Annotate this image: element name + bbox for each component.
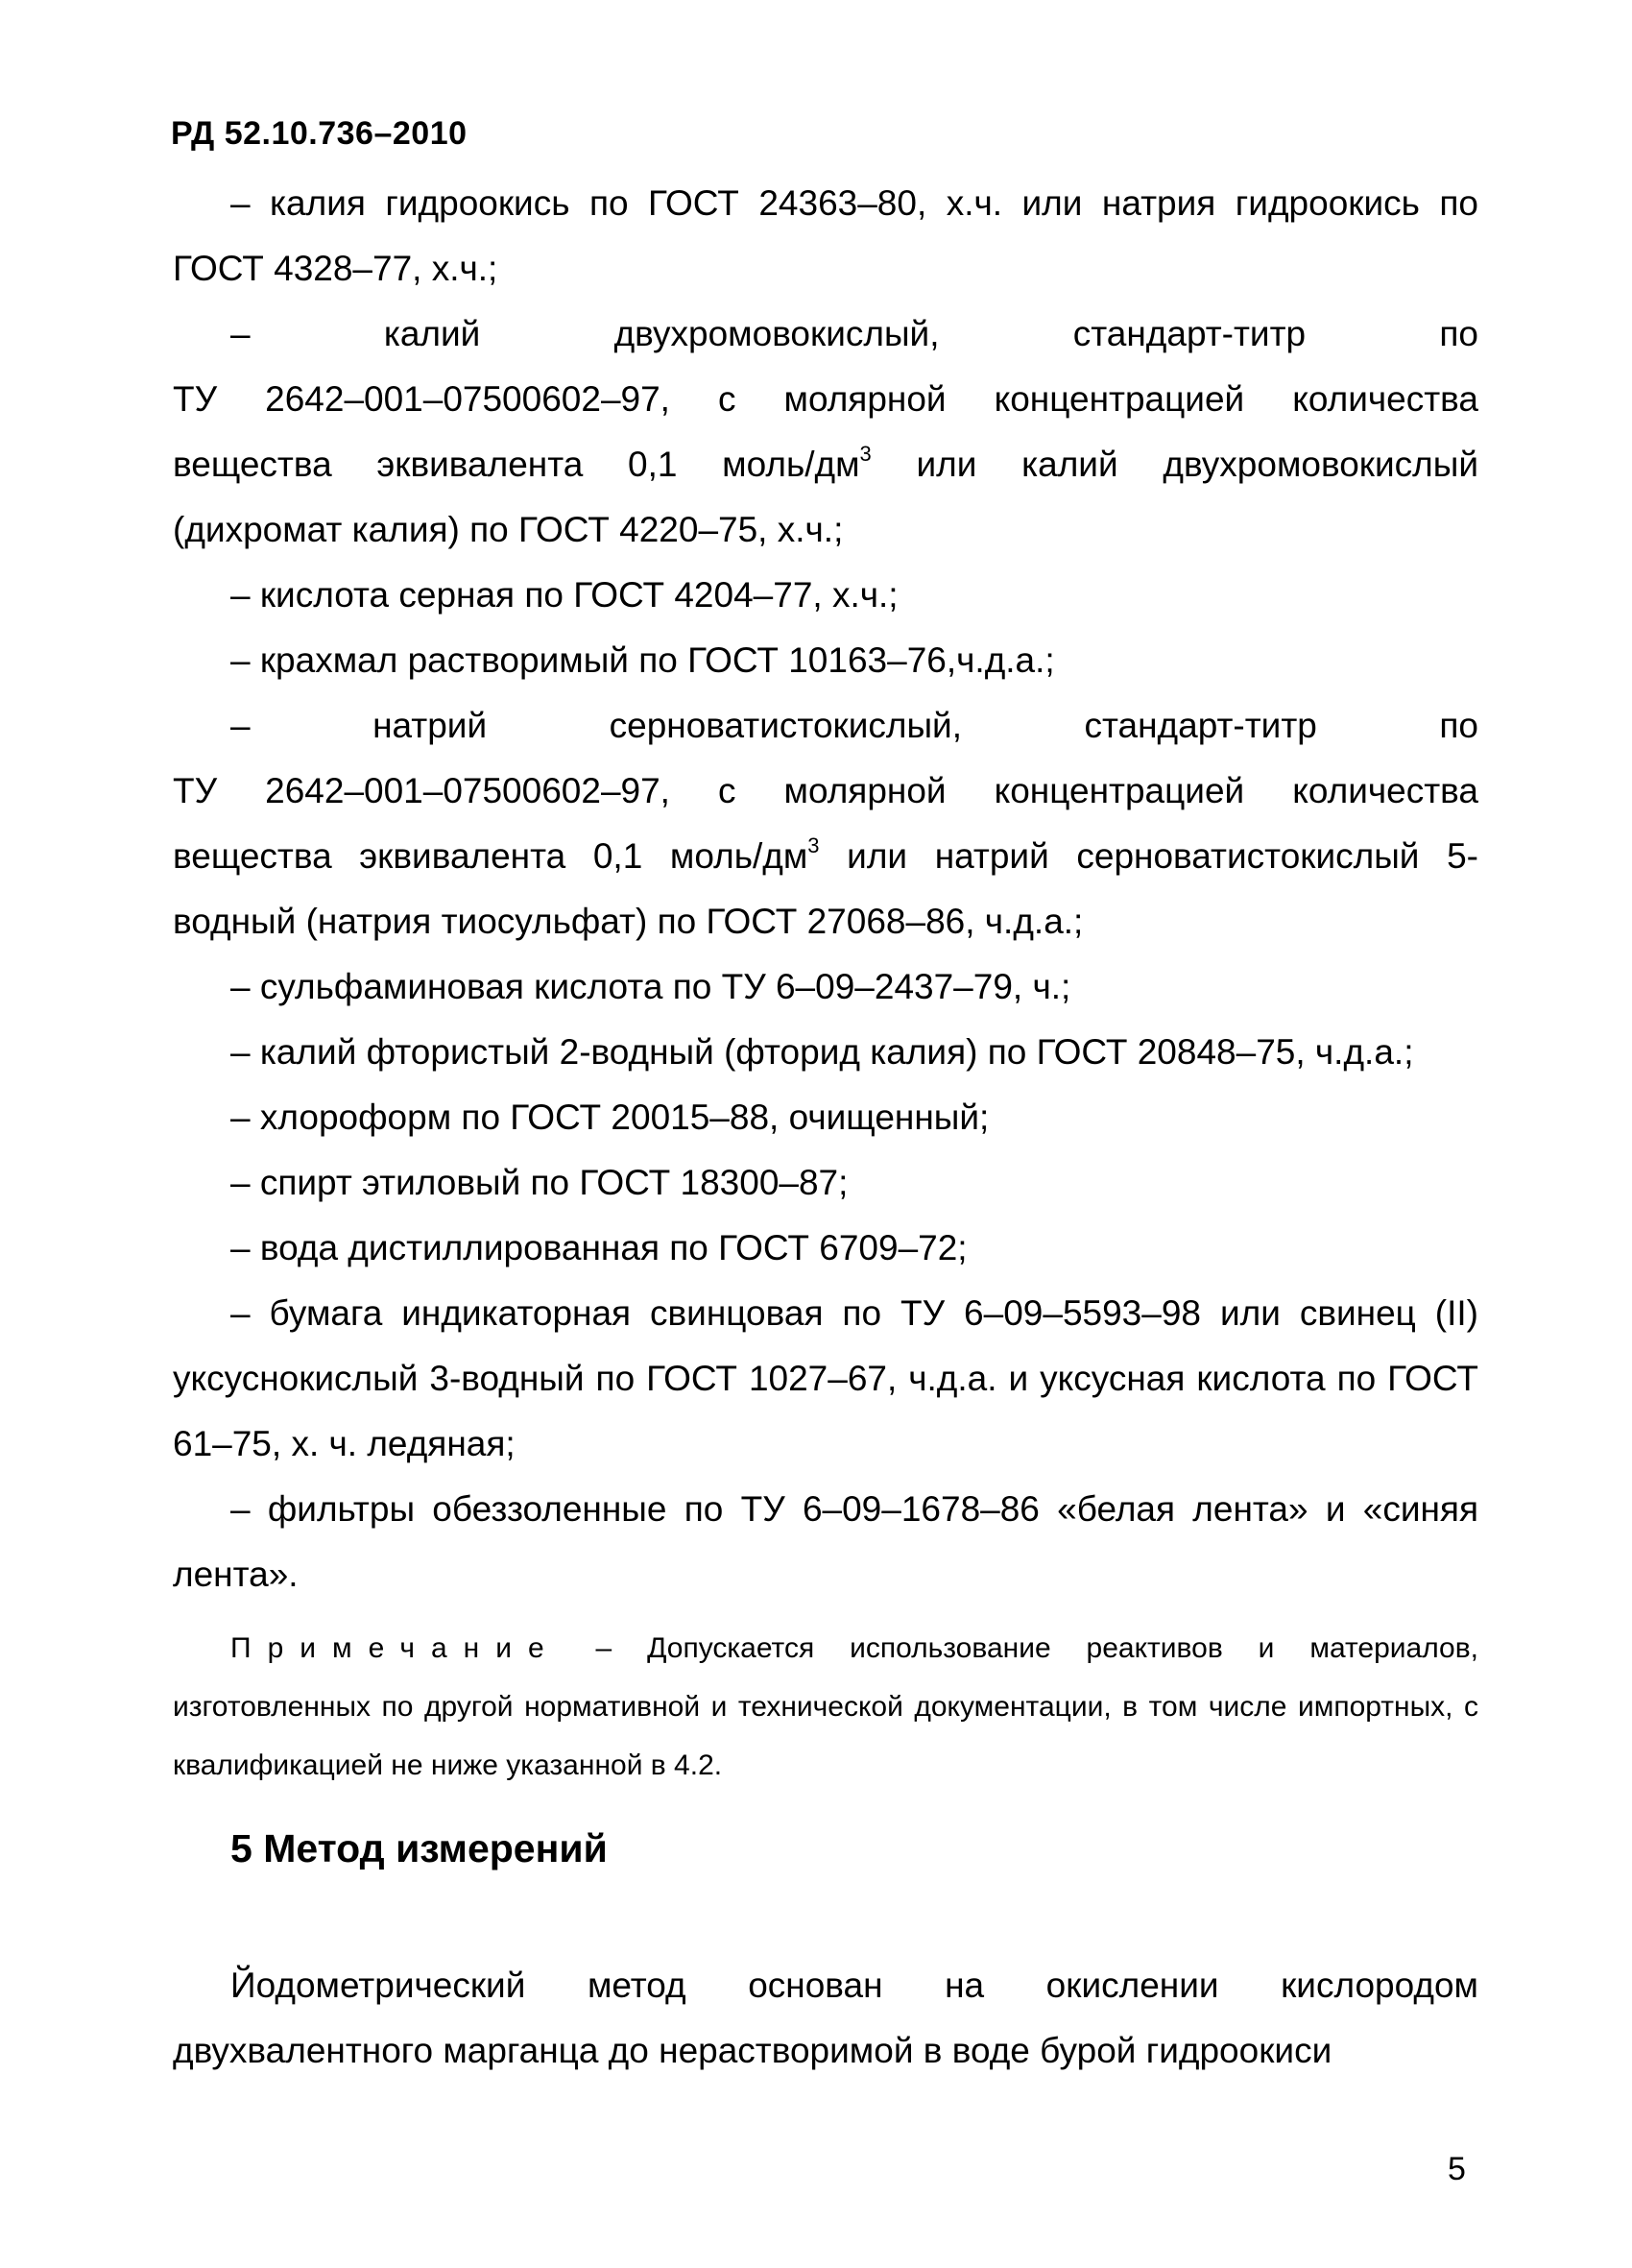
document-code: РД 52.10.736–2010 [171, 115, 468, 152]
section-paragraph: Йодометрический метод основан на окислении кислородом двухвалентного марганца до нерастворимой в воде бурой гидроокиси [173, 1966, 1478, 2070]
list-item: – вода дистиллированная по ГОСТ 6709–72; [230, 1228, 968, 1267]
list-item: – калий фтористый 2-водный (фторид калия) по ГОСТ 20848–75, ч.д.а.; [230, 1032, 1414, 1072]
section-title: 5 Метод измерений [230, 1826, 608, 1870]
note [173, 1619, 1478, 1795]
list-item-line: ТУ 2642–001–07500602–97, с молярной концентрацией количества [173, 771, 1478, 810]
list-item: – крахмал растворимый по ГОСТ 10163–76,ч.д.а.; [230, 640, 1055, 680]
list-item [173, 302, 1478, 563]
page-number: 5 [1448, 2151, 1466, 2187]
note-text: – Допускается использование реактивов и материалов, изготовленных по другой нормативной и технической документации, в том числе импортных, с квалификацией не ниже указанной в 4.2. [173, 1632, 1478, 1781]
list-item-line: ТУ 2642–001–07500602–97, с молярной концентрацией количества [173, 379, 1478, 419]
note-label: Примечание [230, 1632, 561, 1664]
list-item-line: водный (натрия тиосульфат) по ГОСТ 27068–86, ч.д.а.; [173, 902, 1084, 941]
list-item: – калия гидроокись по ГОСТ 24363–80, х.ч. или натрия гидроокись по ГОСТ 4328–77, х.ч.; [173, 183, 1478, 288]
list-item-line: (дихромат калия) по ГОСТ 4220–75, х.ч.; [173, 510, 844, 549]
list-item [173, 693, 1478, 954]
list-item: – бумага индикаторная свинцовая по ТУ 6–09–5593–98 или свинец (II) уксуснокислый 3-водный по ГОСТ 1027–67, ч.д.а. и уксусная кислота по ГОСТ 61–75, х. ч. ледяная; [173, 1293, 1478, 1463]
list-item-line: вещества эквивалента 0,1 моль/$дм^3$ или калий двухромовокислый [173, 442, 1478, 484]
list-item: – хлороформ по ГОСТ 20015–88, очищенный; [230, 1098, 990, 1137]
list-item: – спирт этиловый по ГОСТ 18300–87; [230, 1163, 849, 1202]
section-body [173, 1953, 1478, 2084]
list-item: – сульфаминовая кислота по ТУ 6–09–2437–79, ч.; [230, 967, 1071, 1006]
list-item-line: вещества эквивалента 0,1 моль/$дм^3$ или натрий серноватистокислый 5- [173, 833, 1478, 876]
reagents-list [173, 171, 1478, 1795]
list-item: – кислота серная по ГОСТ 4204–77, х.ч.; [230, 575, 899, 615]
list-item-line: – калий двухромовокислый, стандарт-титр по [230, 314, 1478, 353]
list-item-line: – натрий серноватистокислый, стандарт-титр по [230, 706, 1478, 745]
list-item: – фильтры обеззоленные по ТУ 6–09–1678–86 «белая лента» и «синяя лента». [173, 1489, 1478, 1594]
